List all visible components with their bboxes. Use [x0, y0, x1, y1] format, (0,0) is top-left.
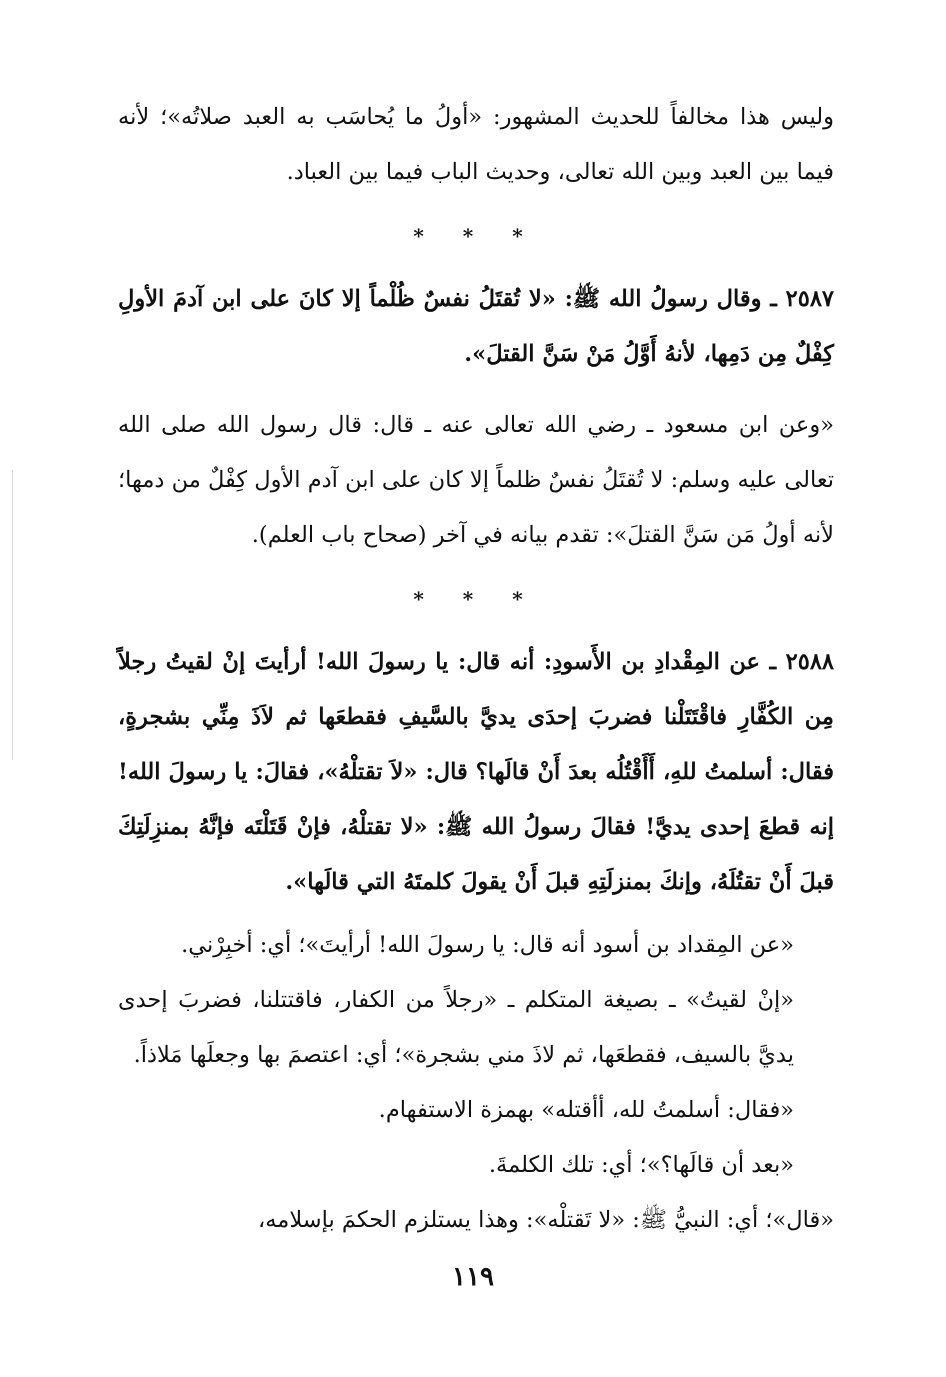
section-separator: * * *: [413, 224, 539, 248]
section-separator: * * *: [413, 587, 539, 611]
paragraph-intro: وليس هذا مخالفاً للحديث المشهور: «أولُ ما يُحاسَب به العبد صلاتُه»؛ لأنه فيما بين العبد وبين الله تعالى، وحديث الباب فيما بين العباد.: [118, 104, 834, 185]
page-number: ١١٩: [452, 1262, 494, 1292]
commentary-2588-line-2: «إنْ لقيتُ» ـ بصيغة المتكلم ـ «رجلاً من الكفار، فاقتتلنا، فضربَ إحدى يديَّ بالسيف، فقطعَها، ثم لاذَ مني بشجرة»؛ أي: اعتصمَ بها وجعلَها مَلاذاً.: [118, 987, 794, 1068]
hadith-2587: ٢٥٨٧ ـ وقال رسولُ الله ﷺ: «لا تُقتَلُ نفسٌ ظُلْماً إلا كانَ على ابن آدمَ الأولِ كِفْلٌ مِن دَمِها، لأنهُ أَوَّلُ مَنْ سَنَّ القتلَ».: [118, 286, 834, 367]
hadith-2588: ٢٥٨٨ ـ عن المِقْدادِ بن الأَسودِ: أنه قال: يا رسولَ الله! أرأيتَ إنْ لقيتُ رجلاً مِن الكُفَّارِ فاقْتَتَلْنا فضربَ إحدَى يديَّ بالسَّيفِ فقطعَها ثم لاَذَ مِنِّي بشجرةٍ، فقال: أسلمتُ للهِ، أَأَقْتُلُه بعدَ أَنْ قالَها؟ قال: «لاَ تقتلْهُ»، فقالَ: يا رسولَ الله! إنه قطعَ إحدى يديَّ! فقالَ رسولُ الله ﷺ: «لا تقتلْهُ، فإنْ قَتَلْتَه فإنَّهُ بمنزِلَتِكَ قبلَ أَنْ تقتُلَهُ، وإنكَ بمنزلَتِهِ قبلَ أَنْ يقولَ كلمتَهُ التي قالَها».: [118, 649, 834, 895]
commentary-2588-line-1: «عن المِقداد بن أسود أنه قال: يا رسولَ الله! أرأيتَ»؛ أي: أخبِرْني.: [181, 932, 794, 958]
commentary-2587: «وعن ابن مسعود ـ رضي الله تعالى عنه ـ قال: قال رسول الله صلى الله تعالى عليه وسلم: لا تُقتَلُ نفسٌ ظلماً إلا كان على ابن آدم الأول كِفْلٌ من دمها؛ لأنه أولُ مَن سَنَّ القتلَ»: تقدم بيانه في آخر (صحاح باب العلم).: [118, 412, 834, 548]
commentary-2588-line-5: «قال»؛ أي: النبيُّ ﷺ: «لا تَقتلْه»: وهذا يستلزم الحكمَ بإسلامه،: [257, 1207, 834, 1233]
scan-edge-line: [12, 470, 13, 760]
commentary-2588-line-3: «فقال: أسلمتُ لله، أأقتله» بهمزة الاستفهام.: [378, 1097, 794, 1123]
commentary-2588-line-4: «بعد أن قالَها؟»؛ أي: تلك الكلمةَ.: [488, 1152, 794, 1178]
